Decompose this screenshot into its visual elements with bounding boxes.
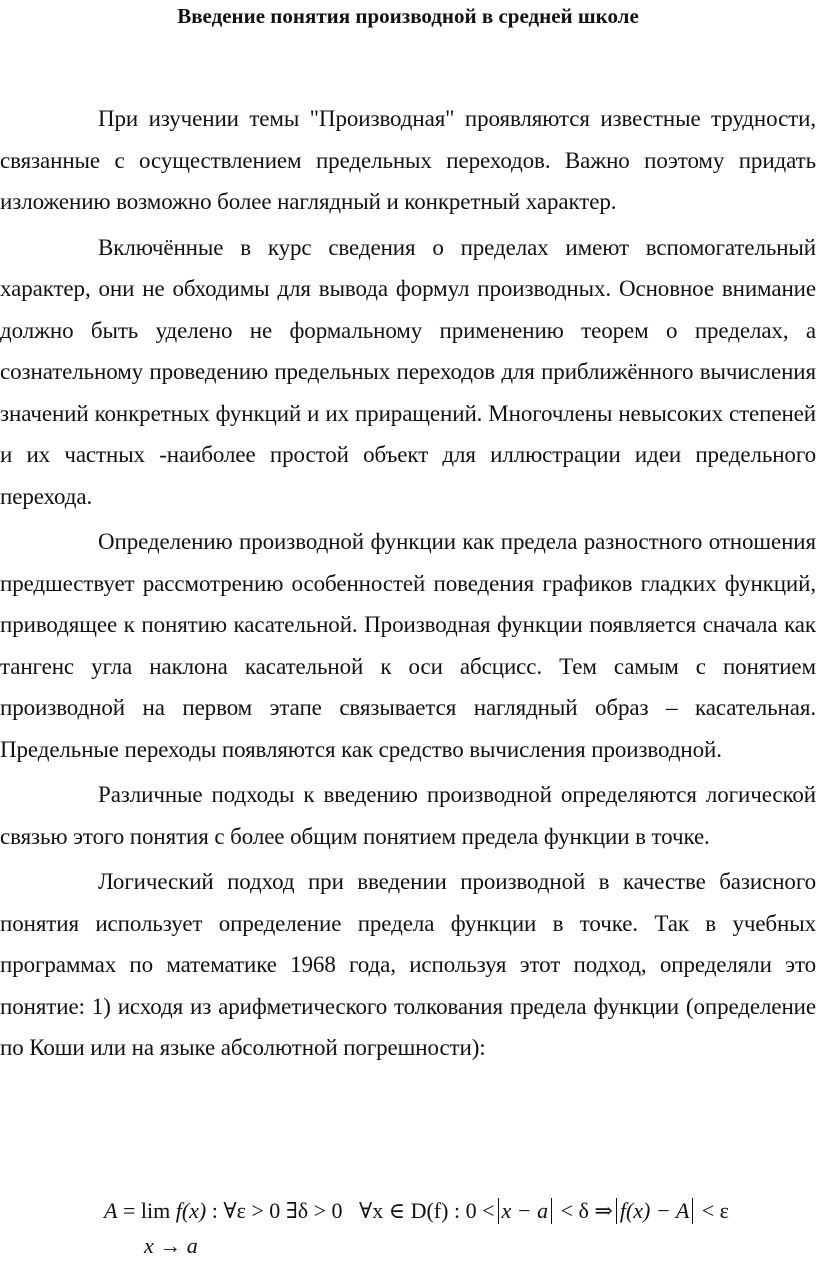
formula-colon: : xyxy=(211,1198,218,1223)
formula-x-minus-a: x − a xyxy=(501,1198,549,1223)
document-title: Введение понятия производной в средней школе xyxy=(177,4,639,28)
abs-bar-left-1 xyxy=(498,1198,499,1224)
formula-equals: = xyxy=(122,1198,136,1223)
formula-lt-eps: < ε xyxy=(701,1198,729,1223)
paragraph-4: Различные подходы к введению производной определяются логической связью этого понятия с более общим понятием предела функции в точке. xyxy=(0,782,816,849)
limit-definition-formula xyxy=(104,1198,744,1268)
abs-bar-right-2 xyxy=(692,1198,693,1224)
paragraph-3: Определению производной функции как предела разностного отношения предшествует рассмотрению особенностей поведения графиков гладких функций, приводящее к понятию касательной. Производная функции появляется сначала как тангенс угла наклона касательной к оси абсцисс. Тем самым с понятием производной на первом этапе связывается наглядный образ – касательная. Предельные переходы появляются как средство вычисления производной. xyxy=(0,529,816,762)
formula-fx-minus-A: f(x) − A xyxy=(619,1198,690,1223)
paragraph-1: При изучении темы "Производная" проявляются известные трудности, связанные с осуществлением предельных переходов. Важно поэтому придать изложению возможно более наглядный и конкретный характер. xyxy=(0,106,816,214)
formula-main-line xyxy=(104,1198,729,1224)
formula-forall-eps: ∀ε > 0 xyxy=(223,1198,281,1223)
formula-limit-subscript: x → a xyxy=(144,1233,198,1258)
abs-bar-right-1 xyxy=(551,1198,552,1224)
formula-condition-start: : 0 < xyxy=(453,1198,495,1223)
formula-lt-delta: < δ ⇒ xyxy=(560,1198,613,1223)
paragraph-5: Логический подход при введении производной в качестве базисного понятия использует определение предела функции в точке. Так в учебных программах по математике 1968 года, используя этот подход, определяли это понятие: 1) исходя из арифметического толкования предела функции (определение по Коши или на языке абсолютной погрешности): xyxy=(0,869,816,1060)
abs-bar-left-2 xyxy=(616,1198,617,1224)
paragraph-2: Включённые в курс сведения о пределах имеют вспомогательный характер, они не обходимы для вывода формул производных. Основное внимание должно быть уделено не формальному применению теорем о пределах, а сознательному проведению предельных переходов для приближённого вычисления значений конкретных функций и их приращений. Многочлены невысоких степеней и их частных -наиболее простой объект для иллюстрации идеи предельного перехода. xyxy=(0,234,816,509)
formula-exists-delta: ∃δ > 0 xyxy=(285,1198,343,1223)
document-body xyxy=(0,98,816,1073)
formula-forall-x: ∀x ∈ D(f) xyxy=(359,1198,449,1223)
formula-lim: lim xyxy=(140,1198,171,1223)
formula-lhs: A xyxy=(104,1198,118,1223)
formula-fx: f(x) xyxy=(175,1198,207,1223)
